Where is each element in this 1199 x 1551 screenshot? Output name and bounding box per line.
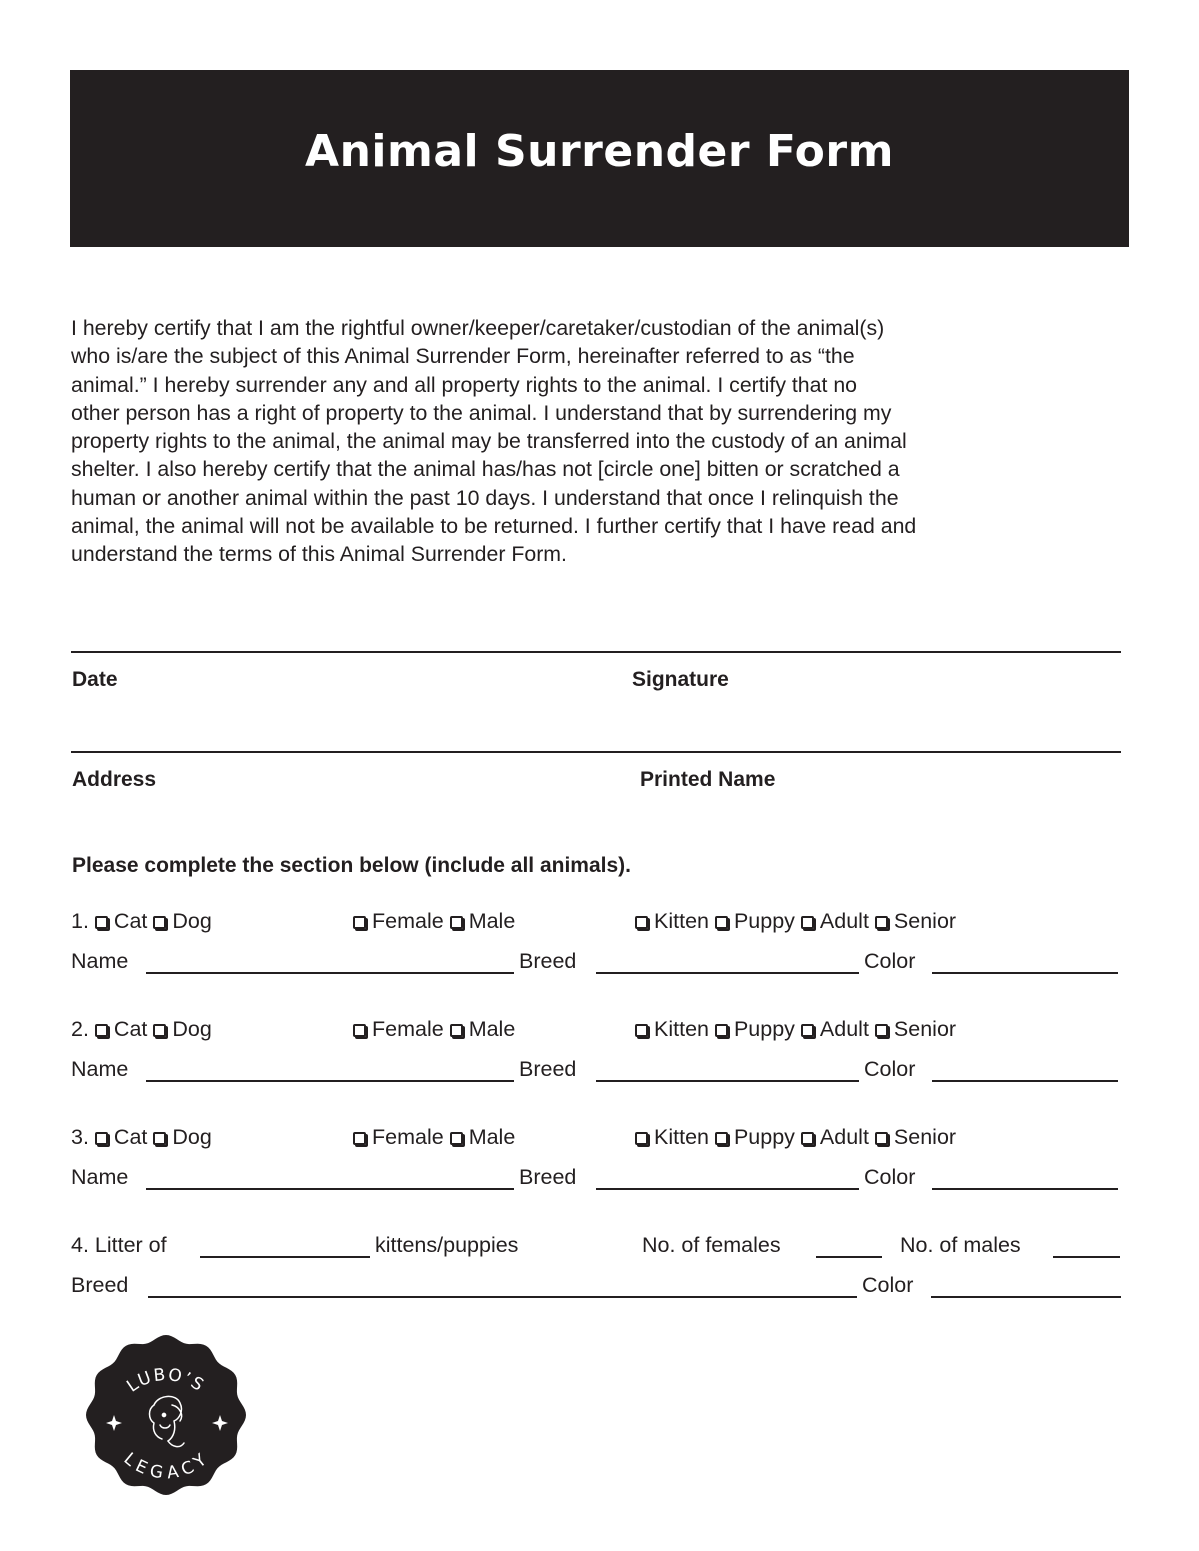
logo-seal-icon <box>84 1333 248 1497</box>
cat-checkbox[interactable] <box>95 916 108 929</box>
breed-label: Breed <box>519 1165 577 1189</box>
title-banner <box>70 70 1129 247</box>
cat-label: Cat <box>113 1125 148 1149</box>
animal-number: 3. <box>71 1125 89 1149</box>
animal-3-breed-field[interactable] <box>596 1188 859 1190</box>
adult-label: Adult <box>819 909 869 933</box>
senior-label: Senior <box>893 909 957 933</box>
dog-label: Dog <box>172 909 212 933</box>
animal-number: 2. <box>71 1017 89 1041</box>
intro-line: animal, the animal will not be available to be returned. I further certify that I have read and <box>71 514 917 539</box>
dog-checkbox[interactable] <box>153 1024 166 1037</box>
certification-paragraph <box>71 314 1131 569</box>
intro-line: I hereby certify that I am the rightful owner/keeper/caretaker/custodian of the animal(s) <box>71 316 885 340</box>
kitten-label: Kitten <box>654 909 709 933</box>
animal-2-name-field[interactable] <box>146 1080 514 1082</box>
intro-line: other person has a right of property to the animal. I understand that by surrendering my <box>71 400 892 425</box>
puppy-checkbox[interactable] <box>715 1132 728 1145</box>
litter-color-field[interactable] <box>931 1296 1121 1298</box>
animal-2-age <box>635 1017 956 1042</box>
female-checkbox[interactable] <box>353 916 366 929</box>
litter-breed-label: Breed <box>71 1273 129 1297</box>
name-label: Name <box>71 949 129 973</box>
breed-label: Breed <box>519 1057 577 1081</box>
animal-3-sex <box>353 1125 515 1150</box>
logo-top-text: LUBO’S <box>123 1364 209 1397</box>
intro-line: who is/are the subject of this Animal Surrender Form, hereinafter referred to as “the <box>71 344 855 369</box>
adult-label: Adult <box>819 1017 869 1041</box>
female-label: Female <box>372 1125 444 1149</box>
females-label: No. of females <box>642 1233 781 1257</box>
males-label: No. of males <box>900 1233 1021 1257</box>
intro-line: animal.” I hereby surrender any and all property rights to the animal. I certify that no <box>71 372 858 397</box>
litter-suffix: kittens/puppies <box>375 1233 519 1257</box>
lubos-legacy-logo <box>84 1333 248 1497</box>
name-label: Name <box>71 1057 129 1081</box>
litter-prefix: 4. Litter of <box>71 1233 167 1257</box>
female-label: Female <box>372 909 444 933</box>
date-signature-line[interactable] <box>71 651 1121 653</box>
adult-checkbox[interactable] <box>801 916 814 929</box>
kitten-checkbox[interactable] <box>635 1132 648 1145</box>
male-label: Male <box>468 909 516 933</box>
kitten-label: Kitten <box>654 1125 709 1149</box>
animal-1-sex <box>353 909 515 934</box>
senior-checkbox[interactable] <box>875 1132 888 1145</box>
senior-checkbox[interactable] <box>875 916 888 929</box>
breed-label: Breed <box>519 949 577 973</box>
puppy-label: Puppy <box>733 909 795 933</box>
adult-label: Adult <box>819 1125 869 1149</box>
animal-1-color-field[interactable] <box>932 972 1118 974</box>
intro-line: property rights to the animal, the animal may be transferred into the custody of an animal <box>71 429 907 454</box>
adult-checkbox[interactable] <box>801 1024 814 1037</box>
female-label: Female <box>372 1017 444 1041</box>
puppy-checkbox[interactable] <box>715 916 728 929</box>
animal-number: 1. <box>71 909 89 933</box>
cat-label: Cat <box>113 909 148 933</box>
color-label: Color <box>864 949 916 973</box>
animal-2-breed-field[interactable] <box>596 1080 859 1082</box>
animal-3-name-field[interactable] <box>146 1188 514 1190</box>
dog-label: Dog <box>172 1125 212 1149</box>
section-heading: Please complete the section below (include all animals). <box>72 854 632 877</box>
male-checkbox[interactable] <box>450 1024 463 1037</box>
male-checkbox[interactable] <box>450 1132 463 1145</box>
senior-label: Senior <box>893 1017 957 1041</box>
logo-bottom-text: LEGACY <box>119 1449 213 1484</box>
litter-count-field[interactable] <box>200 1256 370 1258</box>
litter-breed-field[interactable] <box>148 1296 857 1298</box>
female-checkbox[interactable] <box>353 1024 366 1037</box>
kitten-label: Kitten <box>654 1017 709 1041</box>
intro-line: understand the terms of this Animal Surrender Form. <box>71 542 567 567</box>
address-name-line[interactable] <box>71 751 1121 753</box>
male-label: Male <box>468 1017 516 1041</box>
cat-label: Cat <box>113 1017 148 1041</box>
dog-checkbox[interactable] <box>153 1132 166 1145</box>
adult-checkbox[interactable] <box>801 1132 814 1145</box>
animal-1-name-field[interactable] <box>146 972 514 974</box>
animal-3-age <box>635 1125 956 1150</box>
males-count-field[interactable] <box>1053 1256 1120 1258</box>
animal-3-species <box>71 1125 212 1150</box>
females-count-field[interactable] <box>816 1256 882 1258</box>
dog-label: Dog <box>172 1017 212 1041</box>
intro-line: shelter. I also hereby certify that the animal has/has not [circle one] bitten or scratched a <box>71 457 900 482</box>
name-label: Name <box>71 1165 129 1189</box>
male-checkbox[interactable] <box>450 916 463 929</box>
male-label: Male <box>468 1125 516 1149</box>
senior-label: Senior <box>893 1125 957 1149</box>
litter-color-label: Color <box>862 1273 914 1297</box>
kitten-checkbox[interactable] <box>635 1024 648 1037</box>
puppy-label: Puppy <box>733 1017 795 1041</box>
page-title: Animal Surrender Form <box>305 126 894 177</box>
animal-1-age <box>635 909 956 934</box>
animal-1-breed-field[interactable] <box>596 972 859 974</box>
senior-checkbox[interactable] <box>875 1024 888 1037</box>
date-label: Date <box>72 668 118 691</box>
female-checkbox[interactable] <box>353 1132 366 1145</box>
printed-name-label: Printed Name <box>640 768 776 791</box>
cat-checkbox[interactable] <box>95 1024 108 1037</box>
address-label: Address <box>72 768 157 791</box>
animal-3-color-field[interactable] <box>932 1188 1118 1190</box>
dog-checkbox[interactable] <box>153 916 166 929</box>
color-label: Color <box>864 1165 916 1189</box>
puppy-label: Puppy <box>733 1125 795 1149</box>
puppy-checkbox[interactable] <box>715 1024 728 1037</box>
animal-2-species <box>71 1017 212 1042</box>
animal-2-color-field[interactable] <box>932 1080 1118 1082</box>
kitten-checkbox[interactable] <box>635 916 648 929</box>
intro-line: human or another animal within the past 10 days. I understand that once I relinquish the <box>71 485 899 510</box>
signature-label: Signature <box>632 668 729 691</box>
animal-2-sex <box>353 1017 515 1042</box>
animal-1-species <box>71 909 212 934</box>
color-label: Color <box>864 1057 916 1081</box>
cat-checkbox[interactable] <box>95 1132 108 1145</box>
